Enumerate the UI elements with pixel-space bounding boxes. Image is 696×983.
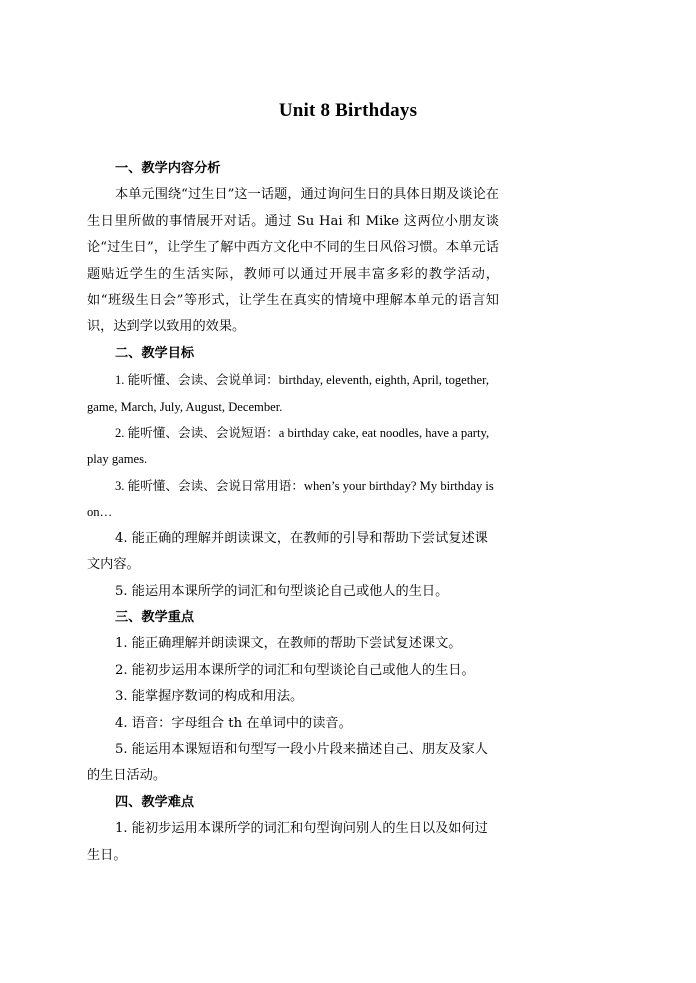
list-item: 3. 能听懂、会读、会说日常用语：when’s your birthday? My birthday is on… bbox=[87, 478, 494, 520]
section-heading: 四、教学难点 bbox=[115, 794, 195, 810]
section-heading: 三、教学重点 bbox=[115, 609, 195, 625]
list-item: 5. 能运用本课短语和句型写一段小片段来描述自己、朋友及家人的生日活动。 bbox=[87, 741, 488, 784]
list-item: 4. 语音：字母组合 th 在单词中的读音。 bbox=[115, 715, 352, 731]
list-item: 2. 能听懂、会读、会说短语：a birthday cake, eat noodles, have a party, play games. bbox=[87, 426, 490, 467]
list-item: 1. 能听懂、会读、会说单词：birthday, eleventh, eighth, April, together, game, March, July, August, December. bbox=[87, 373, 489, 414]
section-heading: 二、教学目标 bbox=[115, 345, 195, 361]
document-body bbox=[87, 156, 499, 869]
list-item: 1. 能初步运用本课所学的词汇和句型询问别人的生日以及如何过生日。 bbox=[87, 821, 488, 863]
list-item: 2. 能初步运用本课所学的词汇和句型谈论自己或他人的生日。 bbox=[115, 662, 475, 678]
list-item: 3. 能掌握序数词的构成和用法。 bbox=[115, 689, 304, 705]
document-title: Unit 8 Birthdays bbox=[278, 100, 418, 121]
list-item: 5. 能运用本课所学的词汇和句型谈论自己或他人的生日。 bbox=[115, 583, 449, 599]
section-heading: 一、教学内容分析 bbox=[115, 161, 221, 176]
list-item: 4. 能正确的理解并朗读课文，在教师的引导和帮助下尝试复述课文内容。 bbox=[87, 530, 488, 573]
section-paragraph: 本单元围绕“过生日”这一话题，通过询问生日的具体日期及谈论在生日里所做的事情展开对话。通过 Su Hai 和 Mike 这两位小朋友谈论“过生日”，让学生了解中西方文化中不同的生日风俗习惯。本单元话题贴近学生的生活实际，教师可以通过开展丰富多彩的教学活动，如“班级生日会”等形式，让学生在真实的情境中理解本单元的语言知识，达到学以致用的效果。 bbox=[87, 187, 499, 335]
list-item: 1. 能正确理解并朗读课文，在教师的帮助下尝试复述课文。 bbox=[115, 636, 462, 652]
